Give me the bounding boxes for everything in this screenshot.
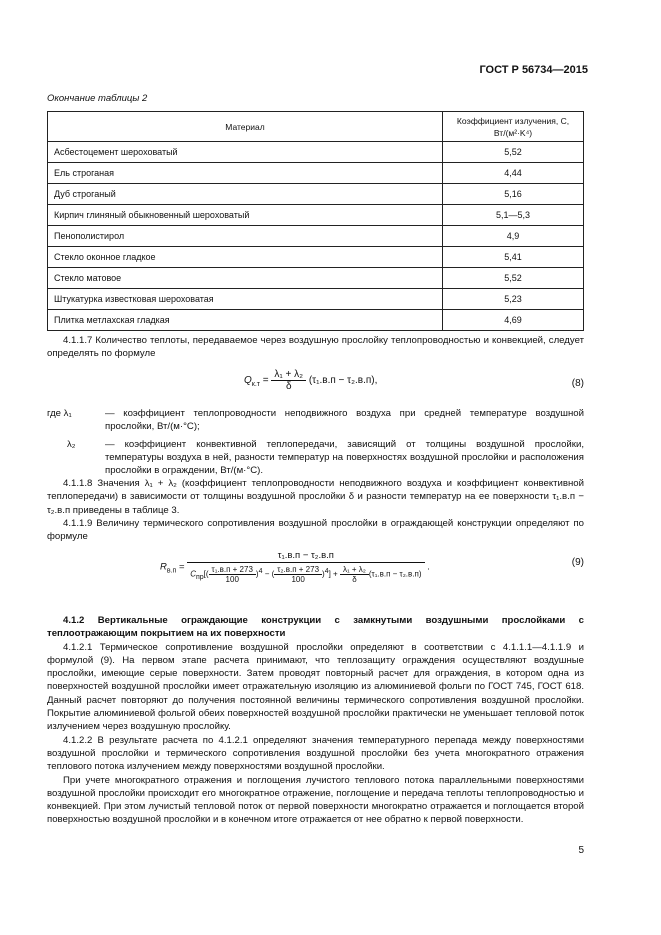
material-cell: Плитка метлахская гладкая (48, 310, 443, 331)
material-cell: Дуб строганый (48, 184, 443, 205)
value-cell: 5,16 (443, 184, 584, 205)
value-cell: 5,1—5,3 (443, 205, 584, 226)
formula9-t2: τ₂.в.п + 273 (274, 565, 322, 575)
column-header-material: Материал (48, 112, 443, 142)
paragraph-4117: 4.1.1.7 Количество теплоты, передаваемое через воздушную прослойку теплопроводностью и конвекцией, следует определять по формуле (47, 335, 584, 360)
formula9-pow-1: 4 (258, 567, 263, 575)
value-cell: 4,9 (443, 226, 584, 247)
value-cell: 5,41 (443, 247, 584, 268)
value-cell: 5,23 (443, 289, 584, 310)
value-cell: 4,44 (443, 163, 584, 184)
legend-row-lambda2 (47, 438, 584, 478)
legend-label-lambda2: λ₂ (67, 438, 76, 450)
formula9-eq: = (178, 561, 185, 573)
coefficient-header-line2: Вт/(м²·K⁴) (493, 127, 533, 138)
legend-row-lambda1 (47, 407, 584, 434)
coefficient-header-line1: Коэффициент излучения, С, (456, 115, 570, 126)
value-cell: 5,52 (443, 142, 584, 163)
table-caption: Окончание таблицы 2 (47, 93, 148, 104)
table-row (48, 142, 584, 163)
paragraph-4118: 4.1.1.8 Значения λ₁ + λ₂ (коэффициент теплопроводности неподвижного воздуха и коэффициент конвективной теплопередачи) в зависимости от толщины воздушной прослойки δ и разности температур на ее поверхности τ₁.в.п − τ₂.в.п приведены в таблице 3. (47, 478, 584, 516)
table-row (48, 184, 584, 205)
formula8-lhs: Q (244, 375, 252, 387)
formula8-rest: (τ₁.в.п − τ₂.в.п), (308, 375, 378, 387)
legend-text-lambda2: — коэффициент конвективной теплопередачи, зависящий от толщины воздушной прослойки, температуры воздуха в ней, разности температур на поверхностях воздушной прослойки и расположения прослойки в ограждении, Вт/(м·°С). (105, 438, 584, 477)
paragraph-4117-block (47, 334, 584, 361)
formula9-lhs: R (160, 561, 167, 573)
material-cell: Стекло матовое (48, 268, 443, 289)
section-412 (47, 614, 584, 827)
table-row (48, 163, 584, 184)
material-cell: Стекло оконное гладкое (48, 247, 443, 268)
table-row (48, 310, 584, 331)
material-cell: Ель строганая (48, 163, 443, 184)
table-row (48, 226, 584, 247)
formula9-hundred-2: 100 (291, 575, 305, 584)
formula8-legend (47, 407, 584, 477)
standard-header: ГОСТ Р 56734—2015 (479, 64, 588, 76)
formula9-pow-2: 4 (324, 567, 329, 575)
legend-label-lambda1: где λ₁ (47, 408, 72, 419)
legend-text-lambda1: — коэффициент теплопроводности неподвижного воздуха при средней температуре воздушной прослойки, Вт/(м·°С); (105, 408, 584, 433)
formula9-plus-den: δ (352, 575, 357, 584)
formula9-hundred-1: 100 (225, 575, 239, 584)
table-row (48, 268, 584, 289)
formula9-frac-lambda (340, 565, 369, 584)
paragraph-4122b: При учете многократного отражения и поглощения лучистого теплового потока параллельными поверхностями воздушной прослойки происходит его многократное отражение, поглощение и передача теплоты теплопроводностью и конвекцией. При этом лучистый тепловой поток от первой поверхности многократно отражается и поглощается второй поверхностью воздушной прослойки и в конечном итоге отражается от нее обратно к первой поверхности. (47, 774, 584, 826)
formula9-fraction (187, 550, 424, 584)
formula9-plus-num: λ₁ + λ₂ (340, 565, 369, 575)
material-cell: Пенополистирол (48, 226, 443, 247)
material-cell: Штукатурка известковая шероховатая (48, 289, 443, 310)
heading-412: 4.1.2 Вертикальные ограждающие конструкции с замкнутыми воздушными прослойками с теплоотражающим покрытием на их поверхности (47, 615, 584, 640)
formula9-number: (9) (571, 557, 584, 568)
formula9-t1: τ₁.в.п + 273 (209, 565, 256, 575)
formula-9 (160, 550, 430, 584)
table-header-row (48, 112, 584, 142)
formula8-number: (8) (571, 378, 584, 389)
paragraph-4121: 4.1.2.1 Термическое сопротивление воздушной прослойки определяют в соответствии с 4.1.1.1—4.1.1.9 и формулой (9). На первом этапе расчета принимают, что теплозащиту ограждения осуществляют воздушные прослойки, имеющие серые поверхности. Затем проводят повторный расчет для ограждения, в котором одна из поверхностей воздушной прослойки имеет отражательную изоляцию из алюминиевой фольги по ГОСТ 745, ГОСТ 618. Данный расчет повторяют до получения постоянной величины термического сопротивления воздушной прослойки. Покрытие алюминиевой фольгой обеих поверхностей воздушной прослойки практически не уменьшает тепловой поток излучением через воздушную прослойку. (47, 641, 584, 733)
paragraph-4122: 4.1.2.2 В результате расчета по 4.1.2.1 определяют значения температурного перепада между поверхностями воздушной прослойки и термического сопротивления воздушной прослойки без учета многократного отражения теплового потока излучением между поверхностями воздушной прослойки. (47, 734, 584, 773)
emissivity-table (47, 111, 584, 331)
value-cell: 5,52 (443, 268, 584, 289)
formula9-numerator: τ₁.в.п − τ₂.в.п (187, 550, 424, 563)
formula9-c: C (190, 569, 196, 579)
column-header-coefficient (443, 112, 584, 142)
formula8-numerator: λ₁ + λ₂ (271, 369, 306, 381)
formula-8 (244, 369, 377, 392)
material-cell: Кирпич глиняный обыкновенный шероховатый (48, 205, 443, 226)
formula8-eq: = (262, 375, 269, 387)
formula9-frac-t2 (274, 565, 322, 584)
table-row (48, 247, 584, 268)
paragraphs-4118-4119 (47, 477, 584, 543)
material-cell: Асбестоцемент шероховатый (48, 142, 443, 163)
formula8-fraction (271, 369, 306, 392)
page-number: 5 (578, 845, 584, 856)
paragraph-4119: 4.1.1.9 Величину термического сопротивления воздушной прослойки в ограждающей конструкции определяют по формуле (47, 517, 584, 543)
table-row (48, 289, 584, 310)
formula9-dot: . (427, 561, 430, 573)
value-cell: 4,69 (443, 310, 584, 331)
formula9-c-sub: пр (195, 574, 204, 582)
formula9-frac-t1 (209, 565, 256, 584)
formula9-lhs-sub: в.п (166, 567, 177, 575)
formula9-denominator: $C_{пр}$[( $\frac{\text{τ₁.в.п + 273}}{100}$ )$^4$ − ( $\frac{\text{τ₂.в.п + 273}}{100}$ )$^4$] + $\frac{\text{λ₁ + λ₂}}{\delta}$ (τ₁.в.п − τ₂.в.п) (190, 565, 422, 584)
formula8-lhs-sub: к.т (251, 381, 260, 389)
table-row (48, 205, 584, 226)
formula9-tail: (τ₁.в.п − τ₂.в.п) (368, 569, 422, 579)
formula8-denominator: δ (285, 381, 292, 392)
